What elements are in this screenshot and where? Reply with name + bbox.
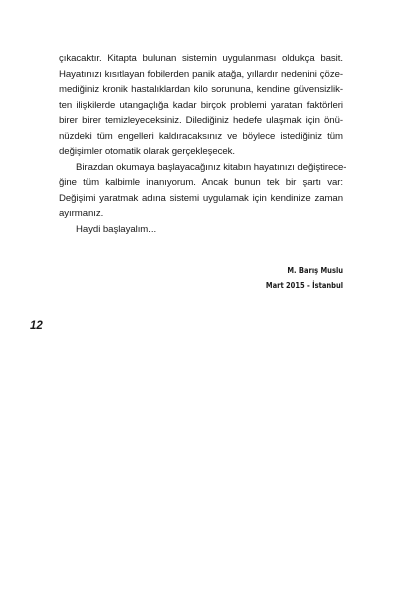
date-place: Mart 2015 - İstanbul [265,279,343,290]
text-line: birer birer temizleyeceksiniz. Dilediğiniz hedefe ulaşmak için önü- [59,115,343,126]
text-line: Haydi başlayalım... [76,223,157,235]
signature-block [266,263,343,292]
body-text [59,51,347,237]
text-line: mediğiniz kronik hastalıklardan kilo sorununa, kendine güvensizlik- [59,84,343,95]
text-line: ayırmanız. [59,208,104,219]
text-line: değişimler otomatik olarak gerçekleşecek. [59,146,236,157]
text-line: Hayatınızı kısıtlayan fobilerden panik atağa, yıllardır nedenini çöze- [59,68,343,80]
text-line: nüzdeki tüm engelleri kaldıracaksınız ve böylece istediğiniz tüm [59,130,343,142]
text-line: Birazdan okumaya başlayacağınız kitabın hayatınızı değiştirece- [76,161,347,173]
text-line: çıkacaktır. Kitapta bulunan sistemin uygulanması oldukça basit. [59,53,343,64]
page-number: 12 [30,320,43,332]
text-line: Değişimi yaratmak adına sistemi uygulamak için kendinize zaman [59,192,343,204]
text-line: ğine tüm kalbimle inanıyorum. Ancak bunun tek bir şartı var: [59,177,343,188]
author-name: M. Barış Muslu [287,265,343,275]
text-line: ten ilişkilerde utangaçlığa kadar birçok problemi yaratan faktörleri [59,99,343,111]
